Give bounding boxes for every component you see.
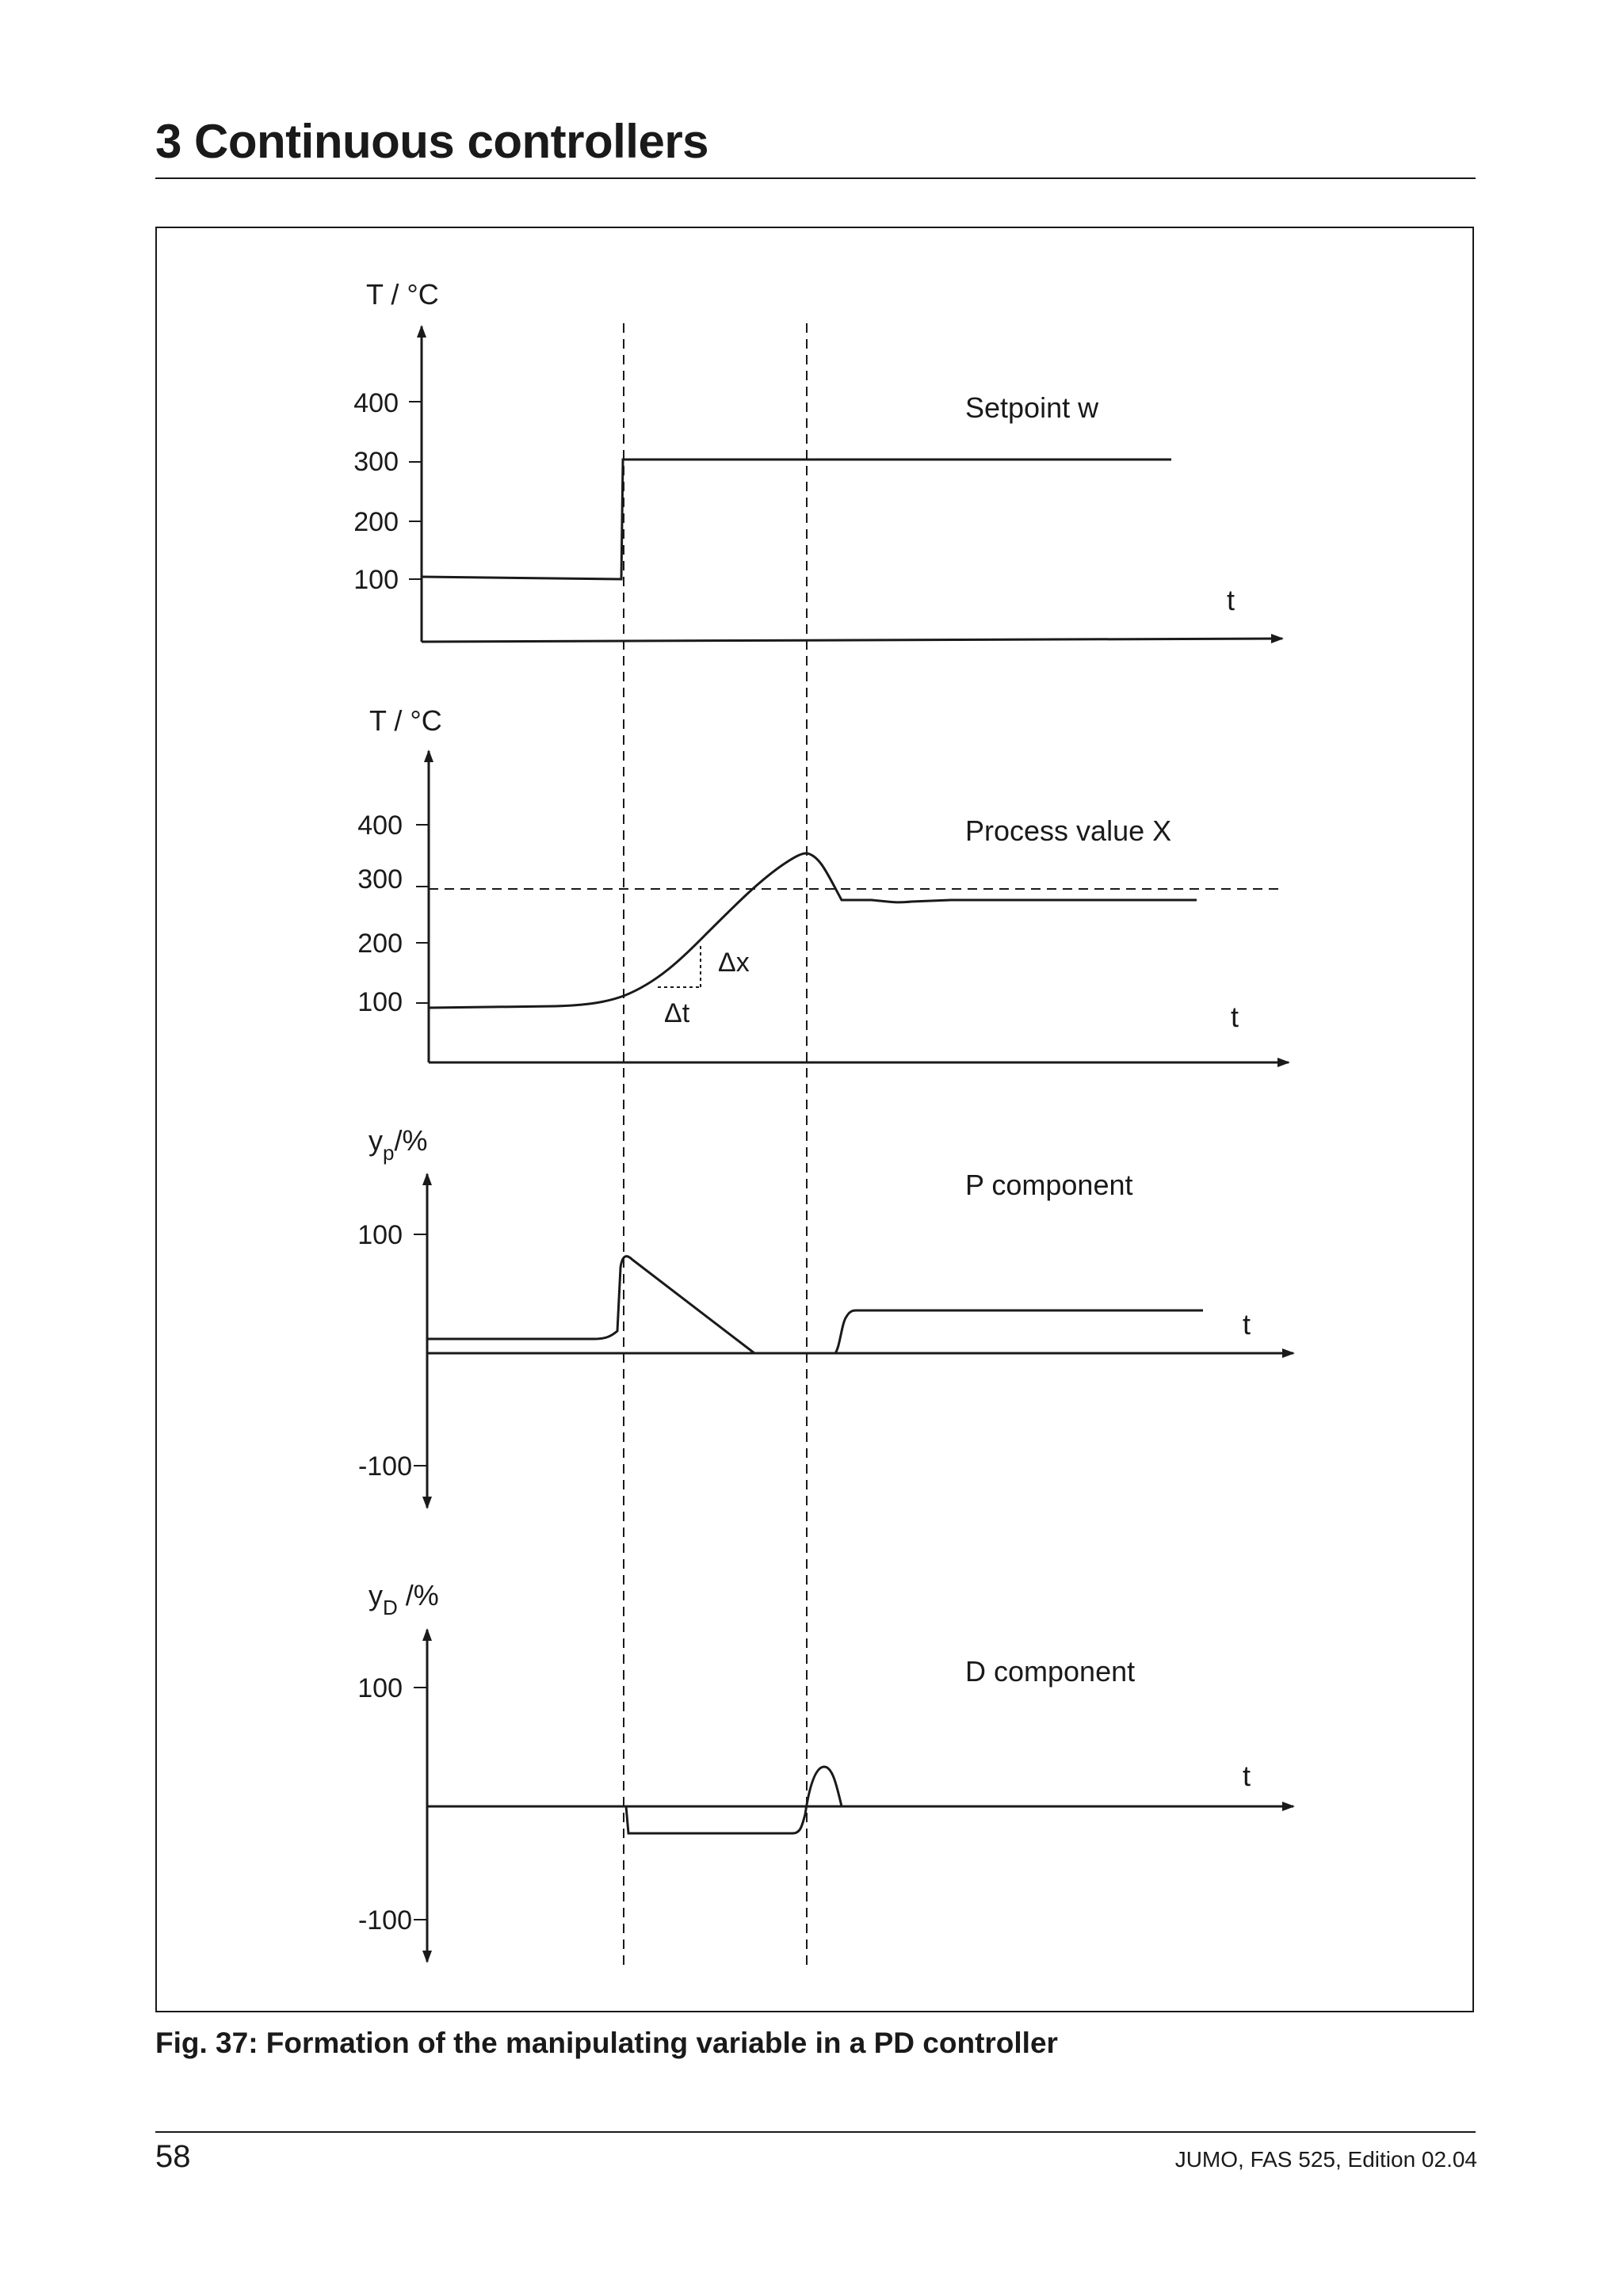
x-axis-label: t (1227, 584, 1235, 616)
y-axis-label: $y_D$ /% (369, 1579, 439, 1619)
x-axis-label: t (1231, 1001, 1239, 1033)
panel-d-component (357, 1579, 1293, 1962)
y-axis-label: T / °C (369, 704, 442, 737)
y-tick-label: 200 (357, 929, 403, 959)
y-tick-label: -100 (357, 1905, 412, 1936)
panel-setpoint (353, 278, 1282, 642)
y-axis-label: T / °C (366, 278, 439, 311)
footer-rule (155, 2131, 1476, 2133)
y-tick-label: 100 (353, 565, 399, 595)
panel-process-value (357, 704, 1289, 1062)
panel-title: P component (965, 1169, 1133, 1201)
p-component-curve (427, 1257, 1203, 1353)
y-tick-label: 300 (353, 447, 399, 477)
y-tick-label: 100 (357, 1673, 403, 1703)
x-axis (422, 639, 1282, 642)
x-axis-label: t (1243, 1308, 1251, 1341)
y-tick-label: 300 (357, 864, 403, 894)
setpoint-curve (422, 460, 1171, 579)
y-tick-label: 200 (353, 507, 399, 537)
figure-caption: Fig. 37: Formation of the manipulating variable in a PD controller (155, 2027, 1058, 2059)
panel-title: Setpoint w (965, 391, 1099, 424)
panel-p-component (357, 1124, 1293, 1508)
y-tick-label: -100 (357, 1451, 412, 1482)
page-number: 58 (155, 2139, 191, 2174)
y-tick-label: 100 (357, 987, 403, 1017)
y-tick-label: 400 (357, 810, 403, 841)
process-value-curve (429, 853, 1197, 1008)
delta-x-label: Δx (718, 948, 750, 978)
panel-title: D component (965, 1655, 1136, 1688)
y-tick-label: 400 (353, 388, 399, 418)
x-axis-label: t (1243, 1760, 1251, 1792)
page-title: 3 Continuous controllers (155, 115, 709, 168)
y-tick-label: 100 (357, 1220, 403, 1250)
delta-t-label: Δt (664, 998, 690, 1028)
d-component-curve (626, 1767, 842, 1833)
edition-info: JUMO, FAS 525, Edition 02.04 (1174, 2147, 1477, 2172)
panel-title: Process value X (965, 814, 1172, 847)
y-axis-label: $y_p/\%$ (369, 1124, 428, 1165)
